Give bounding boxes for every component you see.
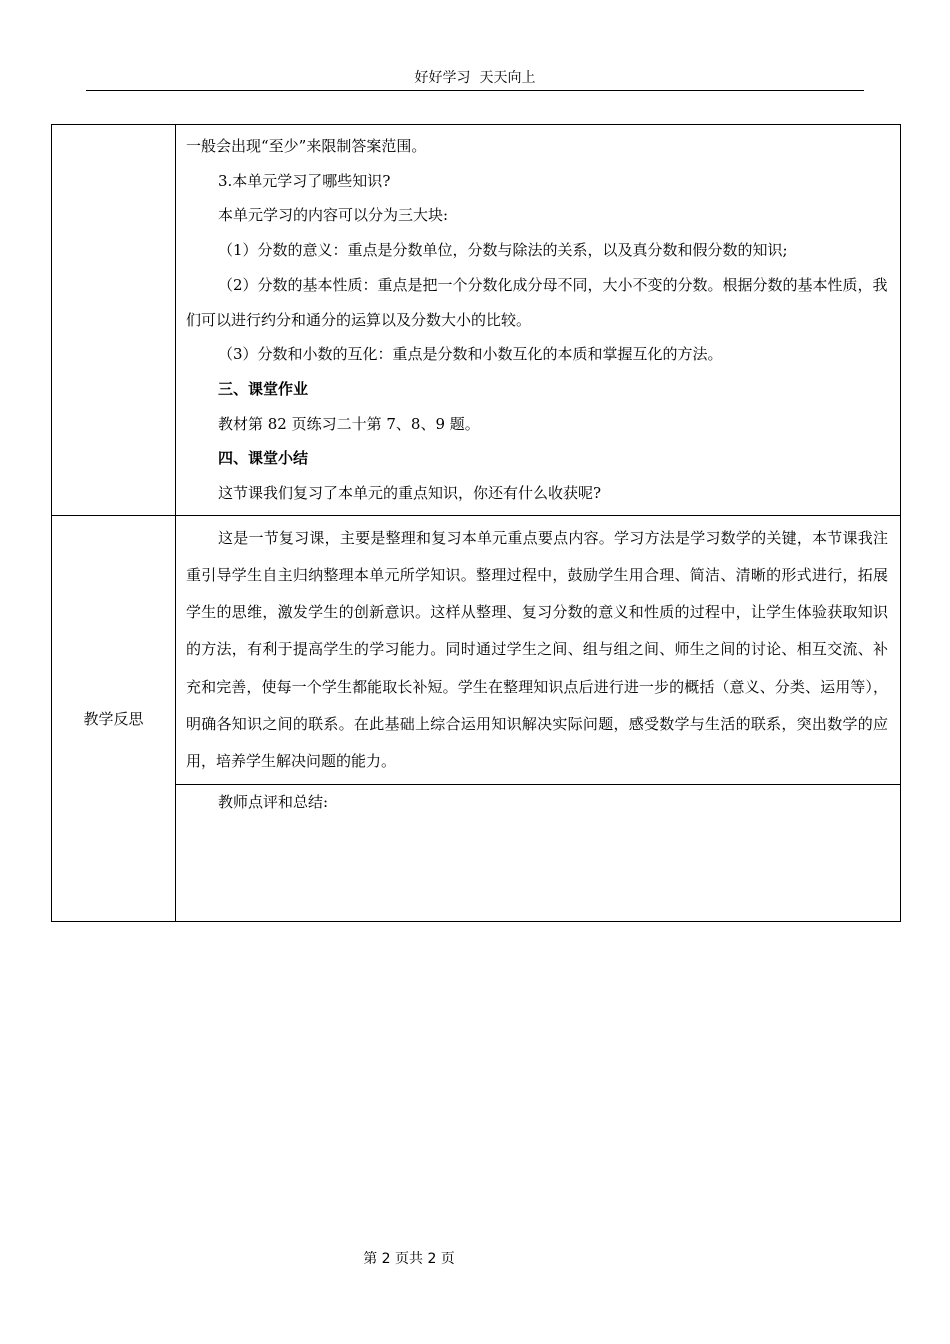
content-cell	[176, 125, 901, 516]
content-row	[52, 125, 901, 516]
content-line-2: 3.本单元学习了哪些知识?	[218, 171, 391, 190]
comment-cell	[176, 785, 901, 922]
section-heading-homework: 三、课堂作业	[218, 379, 309, 398]
reflection-label: 教学反思	[83, 709, 144, 728]
comment-label: 教师点评和总结:	[218, 793, 329, 812]
reflection-text: 这是一节复习课，主要是整理和复习本单元重点要点内容。学习方法是学习数学的关键，本节课我注重引导学生自主归纳整理本单元所学知识。整理过程中，鼓励学生用合理、简洁、清晰的形式进行，拓展学生的思维，激发学生的创新意识。这样从整理、复习分数的意义和性质的过程中，让学生体验获取知识的方法，有利于提高学生的学习能力。同时通过学生之间、组与组之间、师生之间的讨论、相互交流、补充和完善，使每一个学生都能取长补短。学生在整理知识点后进行进一步的概括（意义、分类、运用等），明确各知识之间的联系。在此基础上综合运用知识解决实际问题，感受数学与生活的联系，突出数学的应用，培养学生解决问题的能力。	[186, 528, 888, 770]
reflection-label-cell	[52, 515, 176, 921]
page-header	[86, 68, 864, 91]
content-line-4: （1）分数的意义：重点是分数单位，分数与除法的关系，以及真分数和假分数的知识;	[218, 241, 788, 260]
header-text: 好好学习 天天向上	[414, 70, 536, 86]
content-line-summary: 这节课我们复习了本单元的重点知识，你还有什么收获呢?	[218, 484, 602, 503]
content-line-homework: 教材第 82 页练习二十第 7、8、9 题。	[218, 414, 480, 433]
section-heading-summary: 四、课堂小结	[218, 449, 309, 468]
content-label-cell	[52, 125, 176, 516]
reflection-cell	[176, 515, 901, 784]
content-line-6: （3）分数和小数的互化：重点是分数和小数互化的本质和掌握互化的方法。	[218, 345, 723, 364]
page-number: 第 2 页共 2 页	[363, 1251, 455, 1267]
content-line-1: 一般会出现“至少”来限制答案范围。	[186, 137, 427, 155]
content-line-3: 本单元学习的内容可以分为三大块:	[218, 206, 449, 225]
comment-row	[52, 785, 901, 922]
lesson-table	[51, 124, 901, 922]
page-footer	[0, 1248, 818, 1268]
content-body	[176, 125, 900, 515]
content-line-5: （2）分数的基本性质：重点是把一个分数化成分母不同，大小不变的分数。根据分数的基本性质，我们可以进行约分和通分的运算以及分数大小的比较。	[186, 275, 888, 329]
reflection-row	[52, 515, 901, 784]
